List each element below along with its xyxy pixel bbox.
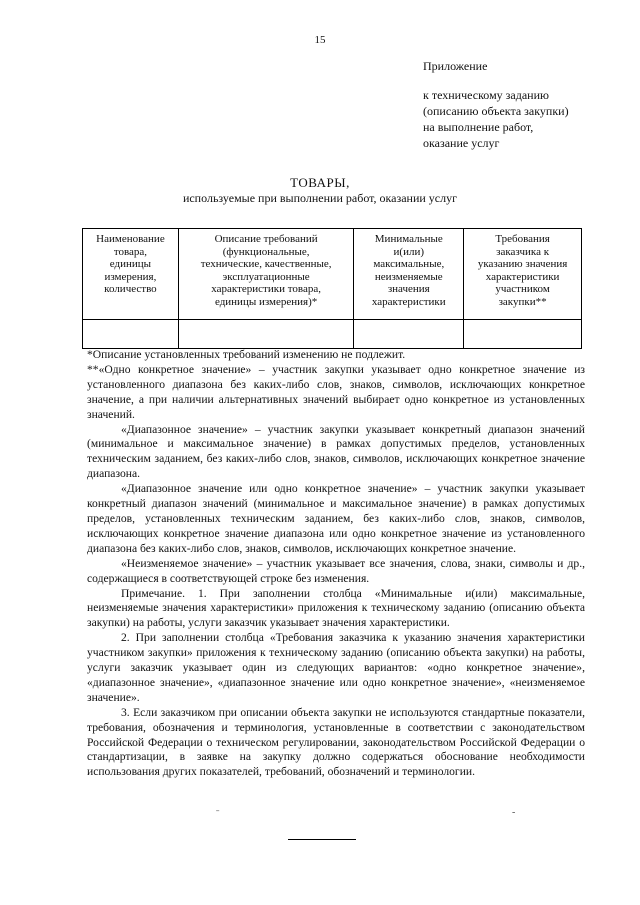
appendix-line: к техническому заданию [423,88,549,102]
header-line: значения [387,283,430,295]
remark-1: Примечание. 1. При заполнении столбца «Минимальные и(или) максимальные, неизменяемые значения характеристики» приложения к техническому заданию (описанию объекта закупки) на работы, услуги заказчик указывает значения характеристики. [87,586,585,630]
page-number: 15 [314,34,326,46]
column-header-customer-requirements [464,229,582,320]
header-line: Требования [495,233,550,245]
header-line: неизменяемые [374,270,443,283]
note-single-value: **«Одно конкретное значение» – участник закупки указывает одно конкретное значение из установленного диапазона без каких-либо слов, знаков, символов, исключающих конкретное значение, а при наличии альтернативных значений выбирает одно конкретное из установленных значений. [87,362,585,421]
table-row [83,320,582,349]
header-line: закупки** [498,295,547,308]
header-line: характеристики [485,270,560,283]
remark-3: 3. Если заказчиком при описании объекта закупки не используются стандартные показатели, требования, обозначения и терминология, установленные в соответствии с законодательством Российской Федерации о техническом регулировании, законодательством Российской Федерации о стандартизации, в заявке на закупку должно содержаться обоснование необходимости использования других показателей, требований, обозначений и терминологии. [87,705,585,779]
requirements-table [82,228,582,349]
table-cell [83,320,179,349]
header-line: количество [104,283,157,295]
document-title: ТОВАРЫ, [290,175,350,190]
header-line: максимальные, [373,258,445,270]
notes-section [87,348,585,780]
header-line: эксплуатационные [222,270,310,283]
column-header-values [354,229,464,320]
header-line: единицы измерения)* [214,295,318,308]
note-unchanged-requirements: *Описание установленных требований изменению не подлежит. [87,348,406,361]
table-cell [464,320,582,349]
header-line: заказчика к [496,245,550,258]
header-line: участником [495,283,550,295]
header-line: Наименование [96,233,165,245]
document-subtitle: используемые при выполнении работ, оказании услуг [182,191,458,205]
header-line: характеристики [371,295,446,308]
header-line: Минимальные [374,233,443,245]
header-line: Описание требований [214,233,318,245]
header-line: технические, качественные, [200,258,332,270]
column-header-description [178,229,354,320]
table-cell [354,320,464,349]
header-line: товара, [113,245,148,258]
appendix-line: на выполнение работ, [423,120,534,134]
remark-2: 2. При заполнении столбца «Требования заказчика к указанию значения характеристики участником закупки» приложения к техническому заданию (описанию объекта закупки) на работы, услуги заказчик указывает один из следующих вариантов: «одно конкретное значение», «диапазонное значение», «диапазонное значение или одно конкретное значение», «неизменяемое значение». [87,631,585,704]
appendix-block [423,58,633,151]
header-line: измерения, [104,270,157,283]
header-line: характеристики товара, [211,283,321,295]
note-range-or-single-value: «Диапазонное значение или одно конкретное значение» – участник закупки указывает конкретный диапазон значений (минимальное и максимальное значение) в рамках допустимых пределов, установленных техническим заданием, без каких-либо слов, знаков, символов, исключающих конкретное значение диапазона или одно конкретное значение из установленного диапазона без каких-либо слов, знаков, символов, исключающих конкретное значение. [87,482,585,555]
end-divider [288,839,356,840]
header-line: единицы [109,258,152,270]
table-header-row [83,229,582,320]
header-line: и(или) [393,245,425,258]
header-line: указанию значения [477,258,568,270]
table-cell [178,320,354,349]
header-line: (функциональные, [222,245,310,258]
column-header-product [83,229,179,320]
scan-mark: ˉ [216,809,220,820]
appendix-line: (описанию объекта закупки) [423,104,569,118]
note-range-value: «Диапазонное значение» – участник закупки указывает конкретный диапазон значений (минимальное и максимальное значение) в рамках допустимых пределов, установленных техническим заданием, без каких-либо слов, знаков, символов, исключающих конкретное значение диапазона. [87,422,585,481]
note-unchangeable-value: «Неизменяемое значение» – участник указывает все значения, слова, знаки, символы и др., содержащиеся в соответствующей строке без изменения. [87,556,585,585]
appendix-title: Приложение [423,59,488,73]
scan-mark: - [512,807,516,818]
appendix-line: оказание услуг [423,136,500,150]
